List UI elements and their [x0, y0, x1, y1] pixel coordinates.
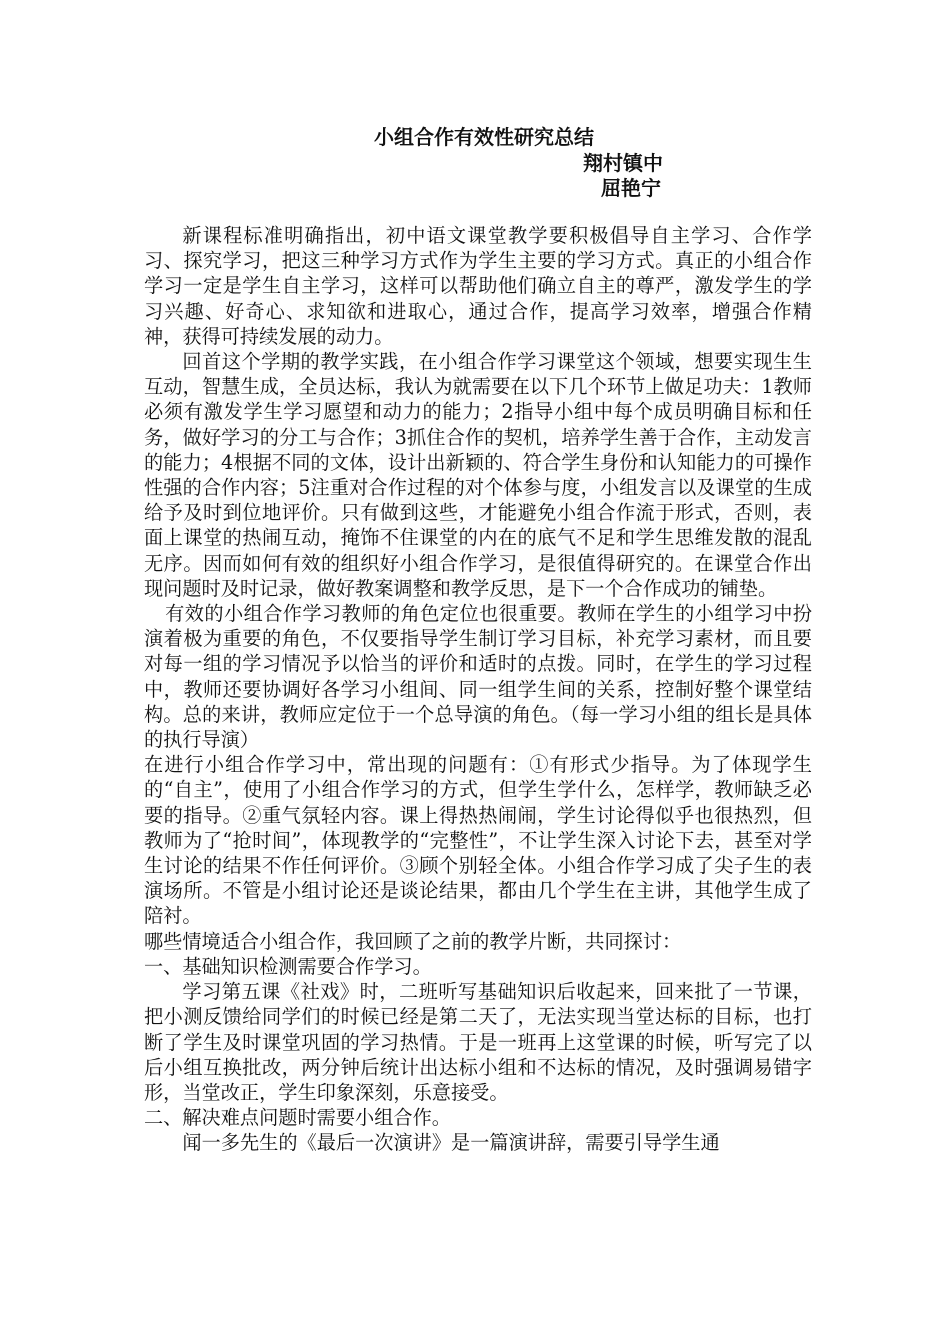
section-heading-2: 二、解决难点问题时需要小组合作。 [144, 1106, 451, 1130]
author-school: 翔村镇中 [583, 151, 663, 175]
paragraph-example-2: 闻一多先生的《最后一次演讲》是一篇演讲辞，需要引导学生通 [182, 1131, 720, 1155]
paragraph-reflection: 回首这个学期的教学实践，在小组合作学习课堂这个领域，想要实现生生互动，智慧生成，全员达标，我认为就需要在以下几个环节上做足功夫：1教师必须有激发学生学习愿望和动力的能力；2指导小组中每个成员明确目标和任务，做好学习的分工与合作；3抓住合作的契机，培养学生善于合作，主动发言的能力；4根据不同的文体，设计出新颖的、符合学生身份和认知能力的可操作性强的合作内容；5注重对合作过程的对个体参与度，小组发言以及课堂的生成给予及时到位地评价。只有做到这些，才能避免小组合作流于形式，否则，表面上课堂的热闹互动，掩饰不住课堂的内在的底气不足和学生思维发散的混乱无序。因而如何有效的组织好小组合作学习，是很值得研究的。在课堂合作出现问题时及时记录，做好教案调整和教学反思，是下一个合作成功的铺垫。 [144, 350, 812, 600]
author-name: 屈艳宁 [601, 176, 661, 200]
paragraph-example-1: 学习第五课《社戏》时，二班听写基础知识后收起来，回来批了一节课，把小测反馈给同学们的时候已经是第二天了，无法实现当堂达标的目标，也打断了学生及时课堂巩固的学习热情。于是一班再上这堂课的时候，听写完了以后小组互换批改，两分钟后统计出达标小组和不达标的情况，及时强调易错字形，当堂改正，学生印象深刻，乐意接受。 [144, 980, 812, 1104]
paragraph-intro: 新课程标准明确指出，初中语文课堂教学要积极倡导自主学习、合作学习、探究学习，把这三种学习方式作为学生主要的学习方式。真正的小组合作学习一定是学生自主学习，这样可以帮助他们确立自主的尊严，激发学生的学习兴趣、好奇心、求知欲和进取心，通过合作，提高学习效率，增强合作精神，获得可持续发展的动力。 [144, 224, 812, 348]
paragraph-teacher-role: 有效的小组合作学习教师的角色定位也很重要。教师在学生的小组学习中扮演着极为重要的角色，不仅要指导学生制订学习目标，补充学习素材，而且要对每一组的学习情况予以恰当的评价和适时的点拨。同时，在学生的学习过程中，教师还要协调好各学习小组间、同一组学生间的关系，控制好整个课堂结构。总的来讲，教师应定位于一个总导演的角色。（每一学习小组的组长是具体的执行导演） [144, 602, 812, 752]
paragraph-scenarios: 哪些情境适合小组合作，我回顾了之前的教学片断，共同探讨： [144, 929, 682, 953]
section-heading-1: 一、基础知识检测需要合作学习。 [144, 954, 432, 978]
page-title: 小组合作有效性研究总结 [374, 125, 594, 149]
document-body [144, 223, 812, 1156]
paragraph-problems: 在进行小组合作学习中，常出现的问题有：①有形式少指导。为了体现学生的“自主”，使用了小组合作学习的方式，但学生学什么，怎样学，教师缺乏必要的指导。②重气氛轻内容。课上得热热闹闹，学生讨论得似乎也很热烈，但教师为了“抢时间”，体现教学的“完整性”，不让学生深入讨论下去，甚至对学生讨论的结果不作任何评价。③顾个别轻全体。小组合作学习成了尖子生的表演场所。不管是小组讨论还是谈论结果，都由几个学生在主讲，其他学生成了陪衬。 [144, 753, 812, 928]
